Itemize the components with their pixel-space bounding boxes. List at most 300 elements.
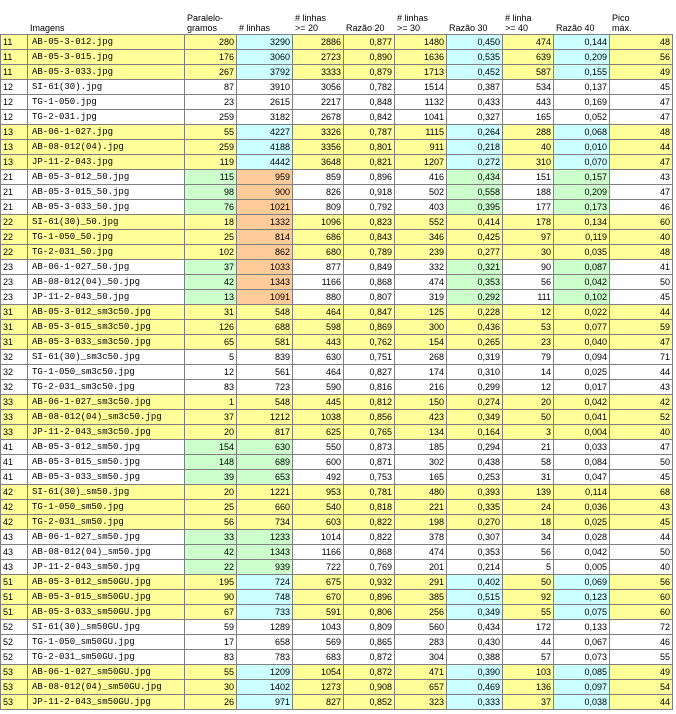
linhas-20-cell: 550: [293, 440, 344, 455]
razao-30-cell: 0,450: [447, 35, 503, 50]
linhas-30-cell: 319: [395, 290, 447, 305]
group-cell: 33: [1, 425, 28, 440]
linhas-cell: 4227: [237, 125, 293, 140]
linhas-40-cell: 587: [503, 65, 554, 80]
linhas-20-cell: 953: [293, 485, 344, 500]
linhas-20-cell: 443: [293, 335, 344, 350]
image-name-cell: AB-06-1-027_sm50.jpg: [28, 530, 185, 545]
linhas-cell: 3182: [237, 110, 293, 125]
razao-20-cell: 0,890: [344, 50, 395, 65]
linhas-30-cell: 134: [395, 425, 447, 440]
razao-40-cell: 0,033: [554, 440, 610, 455]
pico-max-cell: 50: [610, 545, 673, 560]
linhas-20-cell: 492: [293, 470, 344, 485]
razao-40-cell: 0,102: [554, 290, 610, 305]
paralelogramos-cell: 102: [185, 245, 237, 260]
table-row: [1, 155, 673, 170]
linhas-40-cell: 20: [503, 395, 554, 410]
table-row: [1, 200, 673, 215]
pico-max-cell: 50: [610, 275, 673, 290]
group-cell: 41: [1, 470, 28, 485]
linhas-cell: 1209: [237, 665, 293, 680]
table-row: [1, 305, 673, 320]
table-row: [1, 80, 673, 95]
table-row: [1, 620, 673, 635]
linhas-30-cell: 150: [395, 395, 447, 410]
linhas-cell: 1289: [237, 620, 293, 635]
group-cell: 52: [1, 620, 28, 635]
paralelogramos-cell: 22: [185, 560, 237, 575]
razao-40-cell: 0,209: [554, 50, 610, 65]
razao-20-cell: 0,822: [344, 515, 395, 530]
razao-40-cell: 0,040: [554, 335, 610, 350]
pico-max-cell: 44: [610, 140, 673, 155]
linhas-20-cell: 591: [293, 605, 344, 620]
pico-max-cell: 43: [610, 380, 673, 395]
razao-40-cell: 0,173: [554, 200, 610, 215]
paralelogramos-cell: 83: [185, 380, 237, 395]
linhas-20-cell: 809: [293, 200, 344, 215]
linhas-20-cell: 1014: [293, 530, 344, 545]
linhas-cell: 959: [237, 170, 293, 185]
linhas-20-cell: 3056: [293, 80, 344, 95]
group-cell: 42: [1, 515, 28, 530]
razao-30-cell: 0,558: [447, 185, 503, 200]
razao-30-cell: 0,310: [447, 365, 503, 380]
razao-30-cell: 0,265: [447, 335, 503, 350]
table-row: [1, 515, 673, 530]
linhas-cell: 1233: [237, 530, 293, 545]
paralelogramos-cell: 5: [185, 350, 237, 365]
paralelogramos-cell: 98: [185, 185, 237, 200]
linhas-40-cell: 79: [503, 350, 554, 365]
paralelogramos-cell: 30: [185, 680, 237, 695]
razao-40-cell: 0,041: [554, 410, 610, 425]
linhas-cell: 862: [237, 245, 293, 260]
pico-max-cell: 60: [610, 590, 673, 605]
image-name-cell: JP-11-2-043_sm50.jpg: [28, 560, 185, 575]
header-paralelogramos: Paralelo- gramos: [185, 1, 237, 35]
linhas-20-cell: 464: [293, 305, 344, 320]
razao-30-cell: 0,274: [447, 395, 503, 410]
razao-20-cell: 0,765: [344, 425, 395, 440]
razao-20-cell: 0,806: [344, 605, 395, 620]
razao-40-cell: 0,028: [554, 530, 610, 545]
linhas-cell: 734: [237, 515, 293, 530]
linhas-cell: 723: [237, 380, 293, 395]
linhas-20-cell: 603: [293, 515, 344, 530]
linhas-cell: 724: [237, 575, 293, 590]
header-linhas: # linhas: [237, 1, 293, 35]
pico-max-cell: 47: [610, 110, 673, 125]
table-row: [1, 185, 673, 200]
linhas-40-cell: 5: [503, 560, 554, 575]
razao-40-cell: 0,097: [554, 680, 610, 695]
group-cell: 51: [1, 575, 28, 590]
image-name-cell: AB-05-3-012.jpg: [28, 35, 185, 50]
pico-max-cell: 46: [610, 200, 673, 215]
razao-20-cell: 0,871: [344, 455, 395, 470]
linhas-cell: 1033: [237, 260, 293, 275]
image-name-cell: AB-08-012(04)_sm50.jpg: [28, 545, 185, 560]
razao-20-cell: 0,865: [344, 635, 395, 650]
razao-40-cell: 0,068: [554, 125, 610, 140]
razao-40-cell: 0,025: [554, 515, 610, 530]
linhas-40-cell: 177: [503, 200, 554, 215]
image-name-cell: AB-05-3-015_sm50GU.jpg: [28, 590, 185, 605]
razao-30-cell: 0,319: [447, 350, 503, 365]
table-row: [1, 500, 673, 515]
linhas-20-cell: 1038: [293, 410, 344, 425]
linhas-cell: 3290: [237, 35, 293, 50]
paralelogramos-cell: 17: [185, 635, 237, 650]
razao-40-cell: 0,209: [554, 185, 610, 200]
pico-max-cell: 56: [610, 50, 673, 65]
linhas-40-cell: 474: [503, 35, 554, 50]
razao-30-cell: 0,433: [447, 95, 503, 110]
razao-20-cell: 0,762: [344, 335, 395, 350]
linhas-30-cell: 283: [395, 635, 447, 650]
pico-max-cell: 47: [610, 185, 673, 200]
linhas-30-cell: 304: [395, 650, 447, 665]
linhas-cell: 900: [237, 185, 293, 200]
razao-40-cell: 0,035: [554, 245, 610, 260]
razao-30-cell: 0,253: [447, 470, 503, 485]
table-row: [1, 125, 673, 140]
razao-20-cell: 0,816: [344, 380, 395, 395]
linhas-20-cell: 2886: [293, 35, 344, 50]
linhas-20-cell: 3648: [293, 155, 344, 170]
table-row: [1, 635, 673, 650]
pico-max-cell: 45: [610, 515, 673, 530]
group-cell: 21: [1, 185, 28, 200]
pico-max-cell: 68: [610, 485, 673, 500]
linhas-40-cell: 50: [503, 575, 554, 590]
razao-40-cell: 0,133: [554, 620, 610, 635]
image-name-cell: TG-2-031.jpg: [28, 110, 185, 125]
linhas-40-cell: 14: [503, 365, 554, 380]
razao-20-cell: 0,801: [344, 140, 395, 155]
razao-20-cell: 0,843: [344, 230, 395, 245]
table-row: [1, 530, 673, 545]
table-row: [1, 485, 673, 500]
razao-20-cell: 0,787: [344, 125, 395, 140]
linhas-20-cell: 590: [293, 380, 344, 395]
razao-30-cell: 0,307: [447, 530, 503, 545]
razao-20-cell: 0,856: [344, 410, 395, 425]
razao-20-cell: 0,821: [344, 155, 395, 170]
table-row: [1, 605, 673, 620]
linhas-cell: 817: [237, 425, 293, 440]
group-cell: 52: [1, 650, 28, 665]
linhas-cell: 2615: [237, 95, 293, 110]
group-cell: 13: [1, 155, 28, 170]
paralelogramos-cell: 37: [185, 260, 237, 275]
linhas-20-cell: 3333: [293, 65, 344, 80]
table-row: [1, 665, 673, 680]
razao-20-cell: 0,809: [344, 620, 395, 635]
group-cell: 53: [1, 695, 28, 710]
razao-30-cell: 0,393: [447, 485, 503, 500]
image-name-cell: AB-05-3-012_50.jpg: [28, 170, 185, 185]
paralelogramos-cell: 259: [185, 110, 237, 125]
razao-20-cell: 0,848: [344, 95, 395, 110]
image-name-cell: AB-05-3-015.jpg: [28, 50, 185, 65]
header-linhas-30: # linhas >= 30: [395, 1, 447, 35]
pico-max-cell: 47: [610, 440, 673, 455]
linhas-30-cell: 657: [395, 680, 447, 695]
image-name-cell: TG-1-050.jpg: [28, 95, 185, 110]
linhas-30-cell: 185: [395, 440, 447, 455]
linhas-20-cell: 540: [293, 500, 344, 515]
image-name-cell: AB-05-3-033_sm3c50.jpg: [28, 335, 185, 350]
razao-40-cell: 0,036: [554, 500, 610, 515]
image-name-cell: TG-1-050_sm3c50.jpg: [28, 365, 185, 380]
razao-40-cell: 0,004: [554, 425, 610, 440]
razao-40-cell: 0,005: [554, 560, 610, 575]
pico-max-cell: 44: [610, 305, 673, 320]
linhas-30-cell: 1115: [395, 125, 447, 140]
linhas-30-cell: 403: [395, 200, 447, 215]
table-row: [1, 590, 673, 605]
linhas-40-cell: 23: [503, 335, 554, 350]
linhas-30-cell: 239: [395, 245, 447, 260]
image-name-cell: TG-2-031_sm50GU.jpg: [28, 650, 185, 665]
group-cell: 31: [1, 335, 28, 350]
linhas-40-cell: 92: [503, 590, 554, 605]
paralelogramos-cell: 115: [185, 170, 237, 185]
image-name-cell: AB-06-1-027_sm50GU.jpg: [28, 665, 185, 680]
image-name-cell: AB-05-3-015_sm50.jpg: [28, 455, 185, 470]
razao-30-cell: 0,434: [447, 170, 503, 185]
linhas-40-cell: 30: [503, 245, 554, 260]
group-cell: 33: [1, 395, 28, 410]
linhas-40-cell: 57: [503, 650, 554, 665]
pico-max-cell: 40: [610, 425, 673, 440]
linhas-30-cell: 378: [395, 530, 447, 545]
paralelogramos-cell: 55: [185, 665, 237, 680]
linhas-30-cell: 221: [395, 500, 447, 515]
linhas-cell: 814: [237, 230, 293, 245]
group-cell: 22: [1, 245, 28, 260]
group-cell: 23: [1, 275, 28, 290]
linhas-20-cell: 827: [293, 695, 344, 710]
razao-40-cell: 0,123: [554, 590, 610, 605]
paralelogramos-cell: 20: [185, 485, 237, 500]
table-row: [1, 575, 673, 590]
linhas-40-cell: 58: [503, 455, 554, 470]
paralelogramos-cell: 37: [185, 410, 237, 425]
linhas-30-cell: 1514: [395, 80, 447, 95]
razao-40-cell: 0,119: [554, 230, 610, 245]
linhas-20-cell: 625: [293, 425, 344, 440]
razao-40-cell: 0,017: [554, 380, 610, 395]
table-row: [1, 50, 673, 65]
linhas-30-cell: 560: [395, 620, 447, 635]
linhas-40-cell: 139: [503, 485, 554, 500]
linhas-20-cell: 1166: [293, 275, 344, 290]
razao-40-cell: 0,094: [554, 350, 610, 365]
razao-20-cell: 0,896: [344, 170, 395, 185]
table-row: [1, 395, 673, 410]
razao-30-cell: 0,299: [447, 380, 503, 395]
linhas-cell: 733: [237, 605, 293, 620]
linhas-20-cell: 600: [293, 455, 344, 470]
linhas-40-cell: 12: [503, 380, 554, 395]
linhas-cell: 1332: [237, 215, 293, 230]
pico-max-cell: 48: [610, 245, 673, 260]
table-row: [1, 695, 673, 710]
pico-max-cell: 72: [610, 620, 673, 635]
linhas-30-cell: 268: [395, 350, 447, 365]
image-name-cell: AB-05-3-012_sm50GU.jpg: [28, 575, 185, 590]
razao-40-cell: 0,137: [554, 80, 610, 95]
razao-40-cell: 0,052: [554, 110, 610, 125]
header-row: [1, 1, 673, 35]
paralelogramos-cell: 18: [185, 215, 237, 230]
group-cell: 23: [1, 290, 28, 305]
paralelogramos-cell: 25: [185, 500, 237, 515]
table-row: [1, 215, 673, 230]
pico-max-cell: 54: [610, 680, 673, 695]
razao-30-cell: 0,395: [447, 200, 503, 215]
linhas-40-cell: 37: [503, 695, 554, 710]
paralelogramos-cell: 1: [185, 395, 237, 410]
linhas-40-cell: 90: [503, 260, 554, 275]
linhas-40-cell: 188: [503, 185, 554, 200]
image-name-cell: AB-08-012(04).jpg: [28, 140, 185, 155]
pico-max-cell: 59: [610, 320, 673, 335]
linhas-30-cell: 346: [395, 230, 447, 245]
group-cell: 32: [1, 350, 28, 365]
table-row: [1, 425, 673, 440]
linhas-40-cell: 3: [503, 425, 554, 440]
razao-30-cell: 0,218: [447, 140, 503, 155]
razao-30-cell: 0,430: [447, 635, 503, 650]
header-linhas-20: # linhas >= 20: [293, 1, 344, 35]
razao-30-cell: 0,264: [447, 125, 503, 140]
linhas-30-cell: 1480: [395, 35, 447, 50]
linhas-30-cell: 385: [395, 590, 447, 605]
razao-30-cell: 0,277: [447, 245, 503, 260]
linhas-cell: 1402: [237, 680, 293, 695]
pico-max-cell: 46: [610, 635, 673, 650]
razao-40-cell: 0,169: [554, 95, 610, 110]
linhas-30-cell: 302: [395, 455, 447, 470]
paralelogramos-cell: 126: [185, 320, 237, 335]
linhas-20-cell: 1054: [293, 665, 344, 680]
razao-30-cell: 0,335: [447, 500, 503, 515]
paralelogramos-cell: 20: [185, 425, 237, 440]
paralelogramos-cell: 42: [185, 545, 237, 560]
linhas-30-cell: 323: [395, 695, 447, 710]
razao-20-cell: 0,872: [344, 650, 395, 665]
linhas-40-cell: 97: [503, 230, 554, 245]
table-row: [1, 170, 673, 185]
razao-30-cell: 0,436: [447, 320, 503, 335]
razao-20-cell: 0,873: [344, 440, 395, 455]
table-row: [1, 95, 673, 110]
razao-20-cell: 0,868: [344, 545, 395, 560]
image-name-cell: AB-06-1-027_50.jpg: [28, 260, 185, 275]
linhas-40-cell: 50: [503, 410, 554, 425]
razao-20-cell: 0,782: [344, 80, 395, 95]
razao-30-cell: 0,388: [447, 650, 503, 665]
linhas-30-cell: 216: [395, 380, 447, 395]
table-row: [1, 560, 673, 575]
linhas-20-cell: 686: [293, 230, 344, 245]
linhas-30-cell: 332: [395, 260, 447, 275]
paralelogramos-cell: 26: [185, 695, 237, 710]
paralelogramos-cell: 67: [185, 605, 237, 620]
razao-20-cell: 0,868: [344, 275, 395, 290]
image-name-cell: TG-2-031_50.jpg: [28, 245, 185, 260]
razao-30-cell: 0,469: [447, 680, 503, 695]
table-row: [1, 455, 673, 470]
table-body: [1, 35, 673, 710]
group-cell: 13: [1, 125, 28, 140]
linhas-20-cell: 1166: [293, 545, 344, 560]
group-cell: 43: [1, 560, 28, 575]
linhas-40-cell: 103: [503, 665, 554, 680]
table-row: [1, 320, 673, 335]
linhas-40-cell: 56: [503, 545, 554, 560]
razao-40-cell: 0,042: [554, 545, 610, 560]
linhas-30-cell: 1132: [395, 95, 447, 110]
image-name-cell: AB-05-3-033_sm50.jpg: [28, 470, 185, 485]
group-cell: 21: [1, 200, 28, 215]
razao-30-cell: 0,353: [447, 275, 503, 290]
pico-max-cell: 52: [610, 410, 673, 425]
image-name-cell: JP-11-2-043_50.jpg: [28, 290, 185, 305]
linhas-40-cell: 34: [503, 530, 554, 545]
linhas-30-cell: 474: [395, 545, 447, 560]
paralelogramos-cell: 12: [185, 365, 237, 380]
image-name-cell: SI-61(30)_50.jpg: [28, 215, 185, 230]
table-row: [1, 440, 673, 455]
razao-20-cell: 0,792: [344, 200, 395, 215]
header-razao-20: Razão 20: [344, 1, 395, 35]
pico-max-cell: 48: [610, 35, 673, 50]
razao-20-cell: 0,872: [344, 665, 395, 680]
razao-20-cell: 0,852: [344, 695, 395, 710]
pico-max-cell: 56: [610, 575, 673, 590]
razao-30-cell: 0,164: [447, 425, 503, 440]
razao-30-cell: 0,321: [447, 260, 503, 275]
pico-max-cell: 40: [610, 560, 673, 575]
razao-20-cell: 0,818: [344, 500, 395, 515]
group-cell: 21: [1, 170, 28, 185]
pico-max-cell: 60: [610, 215, 673, 230]
razao-40-cell: 0,075: [554, 605, 610, 620]
razao-40-cell: 0,077: [554, 320, 610, 335]
linhas-30-cell: 198: [395, 515, 447, 530]
header-group: [1, 1, 28, 35]
linhas-30-cell: 125: [395, 305, 447, 320]
image-name-cell: TG-1-050_sm50GU.jpg: [28, 635, 185, 650]
paralelogramos-cell: 59: [185, 620, 237, 635]
image-name-cell: AB-06-1-027_sm3c50.jpg: [28, 395, 185, 410]
table-row: [1, 350, 673, 365]
paralelogramos-cell: 76: [185, 200, 237, 215]
image-name-cell: AB-05-3-033_sm50GU.jpg: [28, 605, 185, 620]
linhas-20-cell: 2723: [293, 50, 344, 65]
linhas-20-cell: 683: [293, 650, 344, 665]
linhas-20-cell: 722: [293, 560, 344, 575]
header-razao-30: Razão 30: [447, 1, 503, 35]
linhas-20-cell: 675: [293, 575, 344, 590]
image-name-cell: SI-61(30)_sm50GU.jpg: [28, 620, 185, 635]
